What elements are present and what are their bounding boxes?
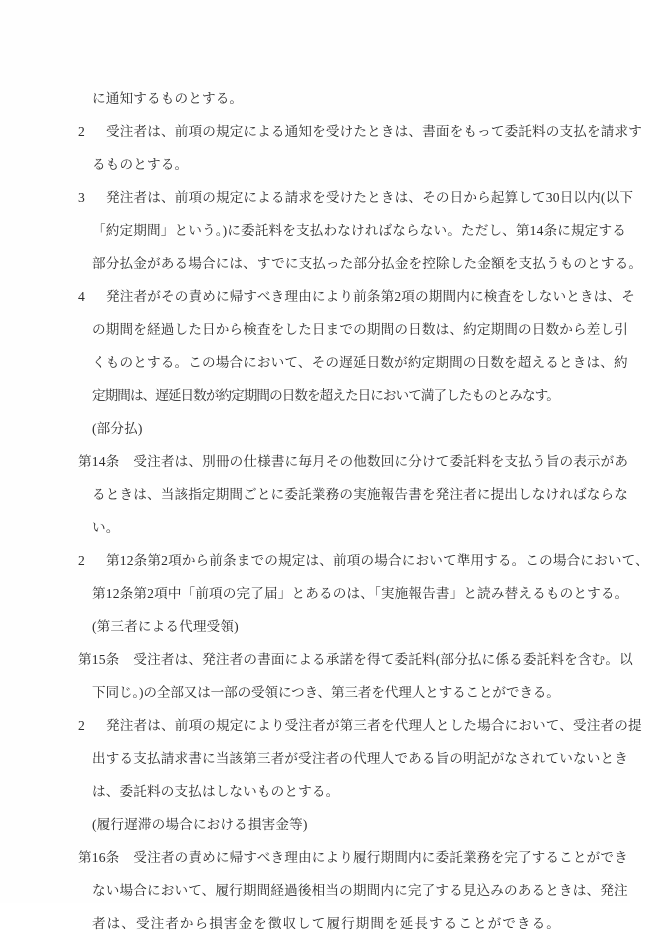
paragraph-line	[78, 709, 642, 742]
continuation-line	[78, 379, 560, 412]
continuation-line	[78, 148, 560, 181]
line-text: 部分払金がある場合には、すでに支払った部分払金を控除した金額を支払うものとする。	[92, 256, 643, 271]
paragraph-number: 2	[78, 718, 85, 733]
article-heading-line	[78, 445, 629, 478]
paragraph-number: 2	[78, 124, 85, 139]
continuation-line	[78, 742, 629, 775]
line-text: 受注者は、前項の規定による通知を受けたときは、書面をもって委託料の支払を請求す	[106, 124, 643, 139]
paragraph-number: 3	[78, 190, 85, 205]
document-body	[78, 82, 649, 940]
paragraph-line	[78, 544, 649, 577]
article-number: 第14条	[78, 454, 120, 469]
line-text: 発注者は、前項の規定による請求を受けたときは、その日から起算して30日以内(以下	[106, 190, 634, 205]
continuation-line	[78, 511, 560, 544]
article-caption	[78, 808, 560, 841]
line-text: 定期間は、遅延日数が約定期間の日数を超えた日において満了したものとみなす。	[92, 388, 559, 403]
article-heading-line	[78, 643, 633, 676]
continuation-line	[78, 907, 560, 940]
line-text: に通知するものとする。	[92, 91, 244, 106]
continuation-line	[78, 775, 560, 808]
line-text: の期間を経過した日から検査をした日までの期間の日数は、約定期間の日数から差し引	[92, 322, 629, 337]
line-text: るときは、当該指定期間ごとに委託業務の実施報告書を発注者に提出しなければならな	[92, 487, 629, 502]
continuation-line	[78, 82, 560, 115]
paragraph-line	[78, 115, 643, 148]
caption-text: (部分払)	[92, 421, 143, 436]
article-number: 第15条	[78, 652, 120, 667]
continuation-line	[78, 874, 628, 907]
line-text: 下同じ。)の全部又は一部の受領につき、第三者を代理人とすることができる。	[92, 685, 560, 700]
line-text: い。	[92, 520, 120, 535]
article-caption	[78, 610, 560, 643]
line-text: 第12条第2項中「前項の完了届」とあるのは、「実施報告書」と読み替えるものとする。	[92, 586, 629, 601]
continuation-line	[78, 676, 560, 709]
continuation-line	[78, 214, 627, 247]
line-text: 受注者は、別冊の仕様書に毎月その他数回に分けて委託料を支払う旨の表示があ	[133, 454, 629, 469]
line-text: くものとする。この場合において、その遅延日数が約定期間の日数を超えるときは、約	[92, 355, 628, 370]
caption-text: (第三者による代理受領)	[92, 619, 239, 634]
continuation-line	[78, 247, 643, 280]
line-text: 受注者は、発注者の書面による承諾を得て委託料(部分払に係る委託料を含む。以	[133, 652, 633, 667]
line-text: 発注者がその責めに帰すべき理由により前条第2項の期間内に検査をしないときは、そ	[106, 289, 635, 304]
line-text: るものとする。	[92, 157, 189, 172]
article-heading-line	[78, 841, 628, 874]
continuation-line	[78, 313, 629, 346]
line-text: 出する支払請求書に当該第三者が受注者の代理人である旨の明記がなされていないとき	[92, 751, 629, 766]
article-number: 第16条	[78, 850, 120, 865]
line-text: 者は、受注者から損害金を徴収して履行期間を延長することができる。	[92, 916, 561, 931]
paragraph-line	[78, 280, 635, 313]
line-text: 発注者は、前項の規定により受注者が第三者を代理人とした場合において、受注者の提	[106, 718, 642, 733]
paragraph-number: 2	[78, 553, 85, 568]
continuation-line	[78, 346, 628, 379]
continuation-line	[78, 478, 629, 511]
line-text: 第12条第2項から前条までの規定は、前項の場合において準用する。この場合において、	[106, 553, 649, 568]
caption-text: (履行遅滞の場合における損害金等)	[92, 817, 308, 832]
line-text: 「約定期間」という。)に委託料を支払わなければならない。ただし、第14条に規定する	[92, 223, 627, 238]
line-text: は、委託料の支払はしないものとする。	[92, 784, 340, 799]
line-text: 受注者の責めに帰すべき理由により履行期間内に委託業務を完了することができ	[133, 850, 628, 865]
paragraph-line	[78, 181, 634, 214]
line-text: ない場合において、履行期間経過後相当の期間内に完了する見込みのあるときは、発注	[92, 883, 628, 898]
continuation-line	[78, 577, 629, 610]
paragraph-number: 4	[78, 289, 85, 304]
article-caption	[78, 412, 560, 445]
